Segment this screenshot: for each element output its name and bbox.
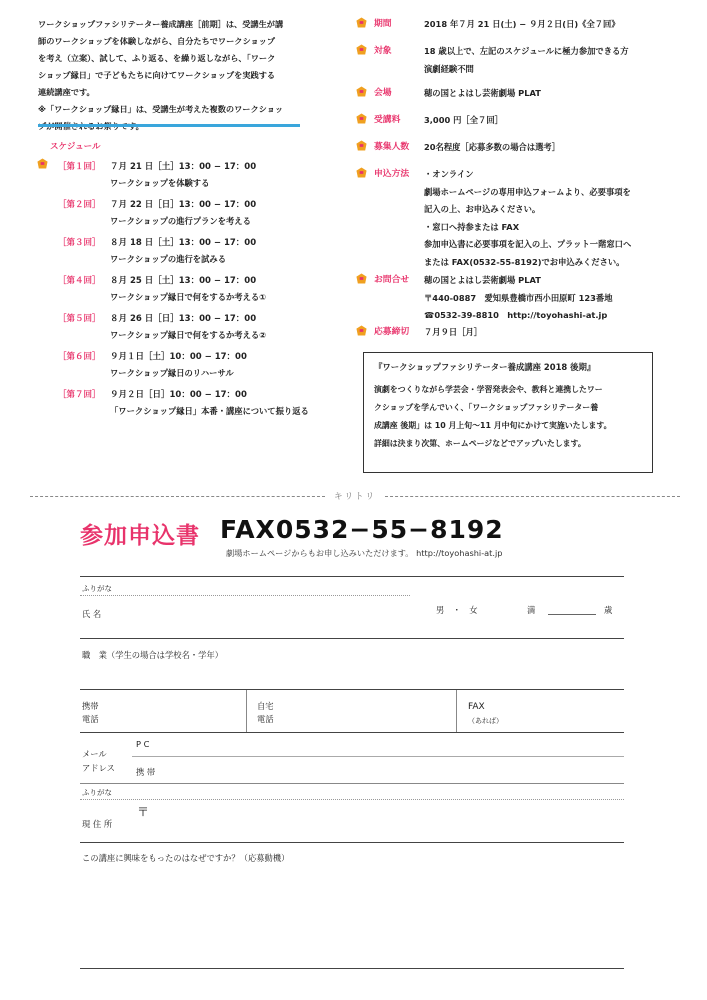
form-rule xyxy=(80,732,624,733)
form-title: 参加申込書 xyxy=(80,523,200,549)
cut-line xyxy=(30,490,680,502)
name-label[interactable]: 氏 名 xyxy=(82,609,102,619)
session-desc: ワークショップ縁日のリハーサル xyxy=(110,368,234,378)
form-rule xyxy=(80,576,624,577)
info-value: 劇場ホームページの専用申込フォームより、必要事項を xyxy=(424,186,631,197)
info-value: 演劇経験不問 xyxy=(424,63,474,74)
info-value: ・窓口へ持参または FAX xyxy=(424,221,520,232)
session-date: ７月 22 日［日］13：00 − 17：00 xyxy=(110,200,257,210)
bullet-icon xyxy=(356,17,367,28)
fax-note: （あれば） xyxy=(468,717,503,725)
furigana-rule xyxy=(80,799,624,800)
event-info xyxy=(356,16,686,348)
form-rule xyxy=(80,968,624,969)
gender-select[interactable]: 男 ・ 女 xyxy=(436,605,478,615)
motive-label[interactable]: この講座に興味をもったのはなぜですか？（応募動機） xyxy=(82,853,290,863)
session-desc: ワークショップの進行を試みる xyxy=(110,254,226,264)
session-date: ９月１日［土］10：00 − 17：00 xyxy=(110,352,247,362)
form-subtitle: 劇場ホームページからもお申し込みいただけます。 http://toyohashi-at.jp xyxy=(226,548,503,558)
info-value: 穂の国とよはし芸術劇場 PLAT xyxy=(424,88,541,98)
note-line: 演劇をつくりながら学芸会・学習発表会や、教科と連携したワー xyxy=(374,385,603,394)
furigana-label: ふりがな xyxy=(82,788,112,797)
home-label-line: 電話 xyxy=(257,714,274,724)
fax-label[interactable]: FAX xyxy=(468,702,485,712)
mail-label-line: アドレス xyxy=(82,763,115,773)
bullet-icon xyxy=(356,273,367,284)
intro-line: を考え（立案）、試して、ふり返る、を繰り返しながら、「ワーク xyxy=(38,53,276,63)
session-desc: ワークショップの進行プランを考える xyxy=(110,216,251,226)
info-value: ☎0532-39-8810 http://toyohashi-at.jp xyxy=(424,310,608,320)
pc-mail-label[interactable]: P C xyxy=(136,739,150,749)
home-label-line: 自宅 xyxy=(257,701,274,711)
furigana-label: ふりがな xyxy=(82,584,112,593)
divider-rule xyxy=(38,124,300,127)
age-field[interactable] xyxy=(548,614,596,615)
session-desc: ワークショップを体験する xyxy=(110,178,210,188)
mobile-label[interactable] xyxy=(82,700,99,726)
info-contact xyxy=(356,272,686,324)
form-rule xyxy=(80,783,624,784)
info-value: または FAX(0532-55-8192)でお申込みください。 xyxy=(424,256,625,267)
form-rule xyxy=(80,842,624,843)
session-desc: 「ワークショップ縁日」本番・講座について振り返る xyxy=(110,406,309,416)
intro-line: ショップ縁日」で子どもたちに向けてワークショップを実践する xyxy=(38,70,276,80)
session-number: ［第３回］ xyxy=(58,238,101,248)
info-value: ・オンライン xyxy=(424,169,474,179)
cut-dash xyxy=(385,496,680,497)
bullet-icon xyxy=(356,140,367,151)
form-rule xyxy=(80,638,624,639)
session-date: ８月 25 日［土］13：00 − 17：00 xyxy=(110,276,257,286)
form-col-divider xyxy=(456,690,457,732)
info-label: 募集人数 xyxy=(374,142,410,152)
schedule-list xyxy=(38,160,338,426)
session-desc: ワークショップ縁日で何をするか考える① xyxy=(110,292,267,302)
schedule-item xyxy=(38,312,338,350)
session-date: ８月 18 日［土］13：00 − 17：00 xyxy=(110,238,257,248)
age-prefix: 満 xyxy=(527,605,536,615)
bullet-icon xyxy=(356,113,367,124)
schedule-item xyxy=(38,236,338,274)
intro-line: ※「ワークショップ縁日」は、受講生が考えた複数のワークショッ xyxy=(38,104,284,114)
note-title: 『ワークショップファシリテーター養成講座 2018 後期』 xyxy=(374,362,596,372)
form-col-divider xyxy=(246,690,247,732)
info-label: 申込方法 xyxy=(374,169,410,179)
schedule-item xyxy=(38,388,338,426)
schedule-item xyxy=(38,274,338,312)
fax-number: FAX0532−55−8192 xyxy=(220,515,504,544)
info-deadline xyxy=(356,324,686,348)
intro-text xyxy=(38,16,310,135)
session-number: ［第４回］ xyxy=(58,276,101,286)
info-target xyxy=(356,43,686,85)
info-value: ７月９日［月］ xyxy=(424,327,483,337)
intro-line: ワークショップファシリテーター養成講座［前期］は、受講生が講 xyxy=(38,19,284,29)
form-rule xyxy=(80,689,624,690)
bullet-icon xyxy=(356,86,367,97)
session-date: ７月 21 日［土］13：00 − 17：00 xyxy=(110,162,257,172)
info-value: 2018 年７月 21 日(土) − ９月２日(日)《全７回》 xyxy=(424,19,620,29)
info-value: 18 歳以上で、左記のスケジュールに極力参加できる方 xyxy=(424,46,629,56)
info-label: 期間 xyxy=(374,19,392,29)
info-value: 20名程度［応募多数の場合は選考］ xyxy=(424,142,561,152)
bullet-icon xyxy=(356,44,367,55)
info-value: 〒440-0887 愛知県豊橋市西小田原町 123番地 xyxy=(424,292,613,303)
info-period xyxy=(356,16,686,43)
info-fee xyxy=(356,112,686,139)
schedule-item xyxy=(38,350,338,388)
intro-line: 連続講座です。 xyxy=(38,87,95,97)
note-line: 詳細は決まり次第、ホームページなどでアップいたします。 xyxy=(374,439,586,448)
session-number: ［第６回］ xyxy=(58,352,101,362)
age-suffix: 歳 xyxy=(604,605,613,615)
info-value: 記入の上、お申込みください。 xyxy=(424,204,541,214)
info-value: 穂の国とよはし芸術劇場 PLAT xyxy=(424,275,541,285)
info-venue xyxy=(356,85,686,112)
home-phone-label[interactable] xyxy=(257,700,274,726)
mail-label xyxy=(82,747,115,775)
info-label: お問合せ xyxy=(374,275,410,285)
info-label: 応募締切 xyxy=(374,327,410,337)
bullet-icon xyxy=(356,167,367,178)
info-value: 3,000 円［全７回］ xyxy=(424,115,503,125)
cut-dash xyxy=(30,496,325,497)
info-label: 受講料 xyxy=(374,115,401,125)
mail-label-line: メール xyxy=(82,749,107,759)
schedule-item xyxy=(38,198,338,236)
session-number: ［第１回］ xyxy=(58,162,101,172)
schedule-title: スケジュール xyxy=(50,142,101,152)
info-label: 会場 xyxy=(374,88,392,98)
session-date: ８月 26 日［日］13：00 − 17：00 xyxy=(110,314,257,324)
session-date: ９月２日［日］10：00 − 17：00 xyxy=(110,390,247,400)
mobile-mail-label[interactable]: 携 帯 xyxy=(136,767,156,777)
mobile-label-line: 携帯 xyxy=(82,701,99,711)
session-number: ［第７回］ xyxy=(58,390,101,400)
info-value: 参加申込書に必要事項を記入の上、プラット一階窓口へ xyxy=(424,239,632,249)
session-desc: ワークショップ縁日で何をするか考える② xyxy=(110,330,267,340)
note-line: 成講座 後期」は 10 月上旬〜11 月中旬にかけて実施いたします。 xyxy=(374,421,612,430)
info-label: 対象 xyxy=(374,46,392,56)
furigana-rule xyxy=(80,595,410,596)
postal-mark: 〒 xyxy=(137,805,150,819)
pc-mail-field[interactable] xyxy=(132,756,624,757)
note-line: クショップを学んでいく、「ワークショップファシリテーター養 xyxy=(374,403,599,412)
schedule-item xyxy=(38,160,338,198)
cut-label: キリトリ xyxy=(325,490,385,502)
later-course-note xyxy=(363,352,653,473)
info-capacity xyxy=(356,139,686,166)
job-label[interactable]: 職 業（学生の場合は学校名・学年） xyxy=(82,650,224,660)
session-number: ［第２回］ xyxy=(58,200,101,210)
intro-line: 師のワークショップを体験しながら、自分たちでワークショップ xyxy=(38,36,276,46)
address-label[interactable]: 現 住 所 xyxy=(82,819,113,829)
mobile-label-line: 電話 xyxy=(82,714,99,724)
info-apply xyxy=(356,166,686,272)
bullet-icon xyxy=(356,325,367,336)
session-number: ［第５回］ xyxy=(58,314,101,324)
